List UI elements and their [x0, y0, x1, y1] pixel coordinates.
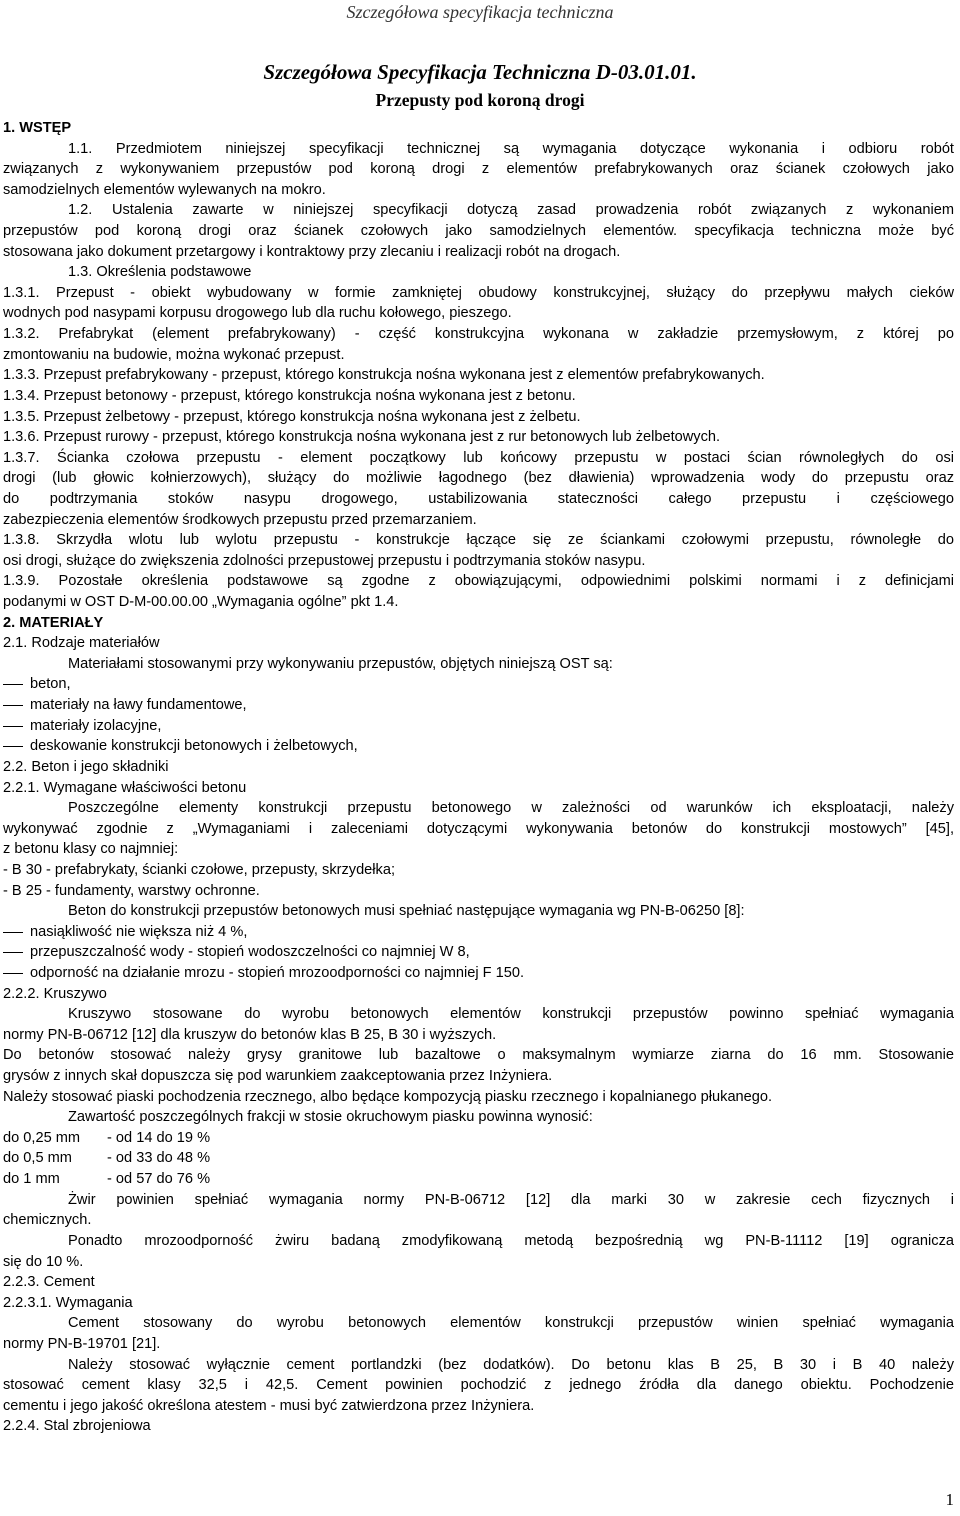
paragraph-1-3-6: 1.3.6. Przepust rurowy - przepust, którego konstrukcja nośna wykonana jest z rur betonowych lub żelbetowych.: [3, 429, 721, 446]
list-item-requirement: przepuszczalność wody - stopień wodoszczelności co najmniej W 8,: [3, 942, 954, 963]
list-item-requirement: nasiąkliwość nie większa niż 4 %,: [3, 922, 954, 943]
paragraph-2-2-2-e-line: chemicznych.: [3, 1212, 92, 1229]
paragraph-1-3-7-line: zabezpieczenia elementów środkowych przepustu przed przemarzaniem.: [3, 511, 477, 528]
paragraph-1-3-3: 1.3.3. Przepust prefabrykowany - przepust, którego konstrukcja nośna wykonana jest z elementów prefabrykowanych.: [3, 367, 765, 384]
paragraph-1-3-8-line: 1.3.8. Skrzydła wlotu lub wylotu przepustu - konstrukcje łączące się ze ściankami czołowymi przepustu, równoległe do: [3, 532, 954, 549]
fraction-row: [3, 1148, 954, 1169]
list-item-material: materiały izolacyjne,: [3, 716, 954, 737]
paragraph-2-2-2-b-line: Do betonów stosować należy grysy granitowe lub bazaltowe o maksymalnym wymiarze ziarna do 16 mm. Stosowanie: [3, 1047, 954, 1064]
section-heading-2-2-3-1: 2.2.3.1. Wymagania: [3, 1294, 133, 1311]
paragraph-2-2-2-c: Należy stosować piaski pochodzenia rzecznego, albo będące kompozycją piasku rzecznego i kopalnianego płukanego.: [3, 1088, 773, 1105]
paragraph-1-3-7-line: 1.3.7. Ścianka czołowa przepustu - element początkowy lub końcowy przepustu w postaci ścian równoległych do osi: [3, 449, 954, 466]
paragraph-2-2-2-line: Kruszywo stosowane do wyrobu betonowych elementów konstrukcji przepustów powinno spełniać wymagania: [68, 1006, 954, 1023]
section-heading-2-2-3: 2.2.3. Cement: [3, 1274, 95, 1291]
section-heading-2: 2. MATERIAŁY: [3, 614, 104, 631]
paragraph-1-3-1-line: wodnych pod nasypami korpusu drogowego lub dla ruchu kołowego, pieszego.: [3, 305, 512, 322]
section-heading-2-2-1: 2.2.1. Wymagane właściwości betonu: [3, 779, 247, 796]
paragraph-2-2-1-line: Poszczególne elementy konstrukcji przepustu betonowego w zależności od warunków ich eksploatacji, należy: [68, 800, 954, 817]
paragraph-1-3-5: 1.3.5. Przepust żelbetowy - przepust, którego konstrukcja nośna wykonana jest z żelbetu.: [3, 408, 581, 425]
paragraph-1-3-2-line: 1.3.2. Prefabrykat (element prefabrykowany) - część konstrukcyjna wykonana w zakładzie przemysłowym, z której po: [3, 326, 954, 343]
running-header: Szczegółowa specyfikacja techniczna: [346, 2, 614, 22]
document-body: [3, 118, 954, 1437]
paragraph-2-2-2-f-line: się do 10 %.: [3, 1253, 84, 1270]
paragraph-2-2-1-line: wykonywać zgodnie z „Wymaganiami i zaleceniami dotyczącymi wykonywania betonów do konstrukcji mostowych” [45],: [3, 820, 954, 837]
paragraph-1-1-line: 1.1. Przedmiotem niniejszej specyfikacji technicznej są wymagania dotyczące wykonania i odbioru robót: [68, 140, 954, 157]
fraction-size: do 0,25 mm: [3, 1129, 81, 1146]
paragraph-2-2-3-1-b-line: Należy stosować wyłącznie cement portlandzki (bez dodatków). Do betonu klas B 25, B 30 i B 40 należy: [68, 1356, 954, 1373]
paragraph-2-2-2-f-line: Ponadto mrozoodporność żwiru badaną zmodyfikowaną metodą bezpośrednią wg PN-B-11112 [19] ogranicza: [68, 1232, 954, 1249]
paragraph-2-2-3-1-b-line: stosować cement klasy 32,5 i 42,5. Cement powinien pochodzić z jednego źródła dla danego obiektu. Pochodzenie: [3, 1377, 954, 1394]
page-number: 1: [945, 1490, 954, 1509]
paragraph-1-2-line: stosowana jako dokument przetargowy i kontraktowy przy zlecaniu i realizacji robót na drogach.: [3, 243, 621, 260]
section-heading-2-2-2: 2.2.2. Kruszywo: [3, 985, 107, 1002]
paragraph-2-2-3-1-line: normy PN-B-19701 [21].: [3, 1335, 161, 1352]
fraction-size: do 1 mm: [3, 1171, 60, 1188]
section-heading-1: 1. WSTĘP: [3, 120, 72, 136]
paragraph-2-2-3-1-line: Cement stosowany do wyrobu betonowych elementów konstrukcji przepustów winien spełniać wymagania: [68, 1315, 954, 1332]
paragraph-2-2-1-line: z betonu klasy co najmniej:: [3, 841, 179, 858]
paragraph-2-2-3-1-b-line: cementu i jego jakość określona atestem - musi być zatwierdzona przez Inżyniera.: [3, 1397, 535, 1414]
paragraph-2-2-2-b-line: grysów z innych skał dopuszcza się pod warunkiem zaakceptowania przez Inżyniera.: [3, 1068, 553, 1085]
list-item-material: beton,: [3, 674, 954, 695]
paragraph-1-3-7-line: do podtrzymania stoków nasypu drogowego, ustabilizowania stateczności całego przepustu i częściowego: [3, 490, 954, 507]
fraction-range: - od 14 do 19 %: [107, 1129, 211, 1146]
paragraph-2-2-2-d: Zawartość poszczególnych frakcji w stosie okruchowym piasku powinna wynosić:: [68, 1109, 593, 1126]
paragraph-1-2-line: przepustów pod koroną drogi oraz ścianek czołowych jako samodzielnych elementów. specyfikacja techniczna może być: [3, 223, 954, 240]
paragraph-1-3-9-line: podanymi w OST D-M-00.00.00 „Wymagania ogólne” pkt 1.4.: [3, 594, 399, 611]
list-item-requirement: odporność na działanie mrozu - stopień mrozoodporności co najmniej F 150.: [3, 963, 954, 984]
section-heading-1-3: 1.3. Określenia podstawowe: [68, 264, 252, 281]
fraction-range: - od 57 do 76 %: [107, 1171, 211, 1188]
fraction-range: - od 33 do 48 %: [107, 1150, 211, 1167]
paragraph-2-2-1-requirements: Beton do konstrukcji przepustów betonowych musi spełniać następujące wymagania wg PN-B-06250 [8]:: [68, 903, 745, 920]
fraction-row: [3, 1128, 954, 1149]
paragraph-1-3-1-line: 1.3.1. Przepust - obiekt wybudowany w formie zamkniętej obudowy konstrukcyjnej, służący do przepływu małych cieków: [3, 284, 954, 301]
paragraph-1-3-7-line: drogi (lub głowic kołnierzowych), służący do możliwie łagodnego (bez dławienia) wprowadzenia wody do przepustu oraz: [3, 470, 954, 487]
document-title: Szczegółowa Specyfikacja Techniczna D-03.01.01.: [263, 60, 697, 84]
list-item-material: materiały na ławy fundamentowe,: [3, 695, 954, 716]
fraction-size: do 0,5 mm: [3, 1150, 72, 1167]
paragraph-1-3-2-line: zmontowaniu na budowie, można wykonać przepust.: [3, 346, 345, 363]
paragraph-1-3-8-line: osi drogi, służące do zwiększenia zdolności przepustowej przepustu i podtrzymania stoków nasypu.: [3, 552, 646, 569]
paragraph-1-2-line: 1.2. Ustalenia zawarte w niniejszej specyfikacji dotyczą zasad prowadzenia robót związanych z wykonaniem: [68, 202, 954, 219]
paragraph-2-2-2-e-line: Żwir powinien spełniać wymagania normy PN-B-06712 [12] dla marki 30 w zakresie cech fizycznych i: [68, 1191, 954, 1208]
paragraph-2-1-intro: Materiałami stosowanymi przy wykonywaniu przepustów, objętych niniejszą OST są:: [68, 655, 613, 672]
concrete-class-item: - B 30 - prefabrykaty, ścianki czołowe, przepusty, skrzydełka;: [3, 861, 396, 878]
paragraph-1-1-line: samodzielnych elementów wylewanych na mokro.: [3, 181, 326, 198]
section-heading-2-2-4: 2.2.4. Stal zbrojeniowa: [3, 1418, 151, 1435]
paragraph-1-3-4: 1.3.4. Przepust betonowy - przepust, którego konstrukcja nośna wykonana jest z betonu.: [3, 387, 576, 404]
paragraph-2-2-2-line: normy PN-B-06712 [12] dla kruszyw do betonów klas B 25, B 30 i wyższych.: [3, 1026, 497, 1043]
paragraph-1-1-line: związanych z wykonywaniem przepustów pod koroną drogi z elementów prefabrykowanych oraz ścianek czołowych jako: [3, 161, 954, 178]
document-subtitle: Przepusty pod koroną drogi: [375, 90, 585, 110]
section-heading-2-2: 2.2. Beton i jego składniki: [3, 758, 169, 775]
section-heading-2-1: 2.1. Rodzaje materiałów: [3, 635, 160, 652]
paragraph-1-3-9-line: 1.3.9. Pozostałe określenia podstawowe są zgodne z obowiązującymi, odpowiednimi polskimi normami i z definicjami: [3, 573, 954, 590]
fraction-row: [3, 1169, 954, 1190]
list-item-material: deskowanie konstrukcji betonowych i żelbetowych,: [3, 736, 954, 757]
concrete-class-item: - B 25 - fundamenty, warstwy ochronne.: [3, 882, 260, 899]
